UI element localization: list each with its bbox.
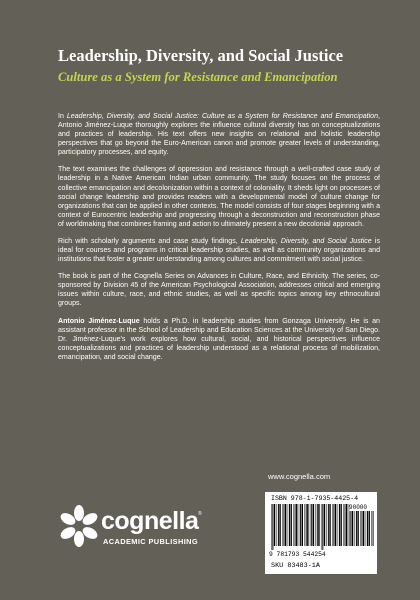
blurb-paragraph-4: The book is part of the Cognella Series on Advances in Culture, Race, and Ethnicity. The series, co-sponsored by Division 45 of the American Psychological Association, addresses critical and emerging issues within culture, race, and ethnic studies, as well as specific topics among key ethnocultural groups. <box>58 273 380 308</box>
blurb-paragraph-3 <box>58 237 380 264</box>
barcode-bar <box>369 511 370 546</box>
barcode-bar <box>282 504 283 546</box>
barcode-bar <box>355 511 356 546</box>
barcode-bar <box>332 504 333 546</box>
barcode-bar <box>300 504 301 546</box>
p1-intro: In <box>58 113 67 120</box>
barcode-bar <box>324 504 325 546</box>
barcode-bar <box>295 504 296 546</box>
barcode-bar <box>289 504 290 546</box>
p3-rest: is ideal for courses and programs in critical leadership studies, as well as community organizations and institutions that foster a greater understanding among cultures and commitment with social justice. <box>58 237 380 264</box>
barcode-bar <box>317 504 318 546</box>
book-subtitle: Culture as a System for Resistance and Emancipation <box>58 70 338 84</box>
barcode-bar <box>293 504 294 546</box>
barcode-bar <box>296 504 297 546</box>
barcode-bar <box>302 504 303 546</box>
sku-label: SKU 83483-1A <box>271 562 320 570</box>
publisher-wordmark: cognella <box>101 507 199 535</box>
ean-digits: 9 781793 544254 <box>269 551 326 558</box>
barcode-bar <box>340 504 341 546</box>
blurb <box>58 112 380 370</box>
barcode-bar <box>304 504 305 546</box>
barcode-bar <box>373 511 374 546</box>
barcode-bar <box>343 504 344 546</box>
barcode-bar <box>307 504 308 546</box>
p3-intro: Rich with scholarly arguments and case study findings, <box>58 237 241 245</box>
barcode-bar <box>277 504 278 546</box>
price-addon-number: 90000 <box>349 504 368 511</box>
barcode-bar <box>335 504 336 546</box>
barcode-bar <box>271 504 272 550</box>
blurb-paragraph-2: The text examines the challenges of oppression and resistance through a well-crafted case study of leadership in a Native American Indian urban community. The study focuses on the process of collective emancipation and decolonization within a context of coloniality. It sheds light on processes of social change leadership and provides readers with a developmental model of culture change for organizations that can be applied in other contexts. The model consists of four stages beginning with a context of Eurocentric leadership and progressing through a deconstruction and reconstruction phase of worldmaking that combines framing and action to ultimately present a new decolonial approach. <box>58 166 380 228</box>
barcode-bar <box>360 511 361 546</box>
p1-rest: , Antonio Jiménez-Luque thoroughly explores the influence cultural diversity has on conceptualizations and practices of leadership. His text offers new insights on relational and holistic leadership perspectives that go beyond the Euro-American canon and promote greater levels of understanding, participatory processes, and equity. <box>58 113 380 157</box>
isbn-label: ISBN 978-1-7935-4425-4 <box>271 495 359 502</box>
barcode-bar <box>352 511 353 546</box>
barcode-bar <box>322 504 323 550</box>
barcode-bar <box>315 504 316 546</box>
trademark-symbol: ® <box>198 511 202 517</box>
barcode-bar <box>366 511 367 546</box>
ean-barcode <box>270 504 350 550</box>
barcode-bar <box>278 504 279 546</box>
barcode-bar <box>349 511 350 546</box>
cognella-flower-logo-icon <box>60 505 98 547</box>
barcode-bar <box>362 511 363 546</box>
barcode-bar <box>299 504 300 546</box>
barcode-bar <box>321 504 322 550</box>
barcode-bar <box>327 504 328 546</box>
barcode-bar <box>274 504 275 546</box>
barcode-bar <box>288 504 289 546</box>
publisher-tagline: ACADEMIC PUBLISHING <box>103 537 199 546</box>
author-name: Antonio Jiménez-Luque <box>58 317 140 325</box>
blurb-paragraph-1 <box>58 112 380 157</box>
barcode-bar <box>306 504 307 546</box>
author-bio-text: holds a Ph.D. in leadership studies from Gonzaga University. He is an assistant professor in the School of Leadership and Education Sciences at the University of San Diego. Dr. Jiménez-Luque's work explores how cultural, social, and historical perspectives influence conceptualizations and practices of leadership understood as a relational process of mobilization, emancipation, and social change. <box>58 317 380 361</box>
barcode-bar <box>284 504 285 546</box>
barcode-bar <box>339 504 340 546</box>
barcode-bar <box>363 511 364 546</box>
barcode-bar <box>350 511 351 546</box>
p3-book-title: Leadership, Diversity, and Social Justice <box>240 237 372 245</box>
p1-book-title: Leadership, Diversity, and Social Justice: Culture as a System for Resistance and Emancipation <box>66 113 379 120</box>
barcode-bar <box>329 504 330 546</box>
barcode-bar <box>279 504 280 546</box>
barcode-bar <box>356 511 357 546</box>
barcode-bar <box>367 511 368 546</box>
barcode-bar <box>318 504 319 546</box>
addon-barcode <box>348 511 374 550</box>
barcode-bar <box>311 504 312 546</box>
publisher-website: www.cognella.com <box>268 472 331 481</box>
barcode-bar <box>345 504 346 546</box>
barcode-bar <box>357 511 358 546</box>
barcode-bar <box>310 504 311 546</box>
barcode-bar <box>338 504 339 546</box>
book-title: Leadership, Diversity, and Social Justice <box>58 46 344 65</box>
barcode-bar <box>285 504 286 546</box>
barcode-bar <box>313 504 314 546</box>
author-bio <box>58 317 380 362</box>
barcode-block <box>265 492 377 574</box>
barcode-bar <box>291 504 292 546</box>
barcode-bar <box>333 504 334 546</box>
barcode-bar <box>371 511 372 546</box>
barcode-bar <box>328 504 329 546</box>
barcode-bar <box>272 504 273 550</box>
